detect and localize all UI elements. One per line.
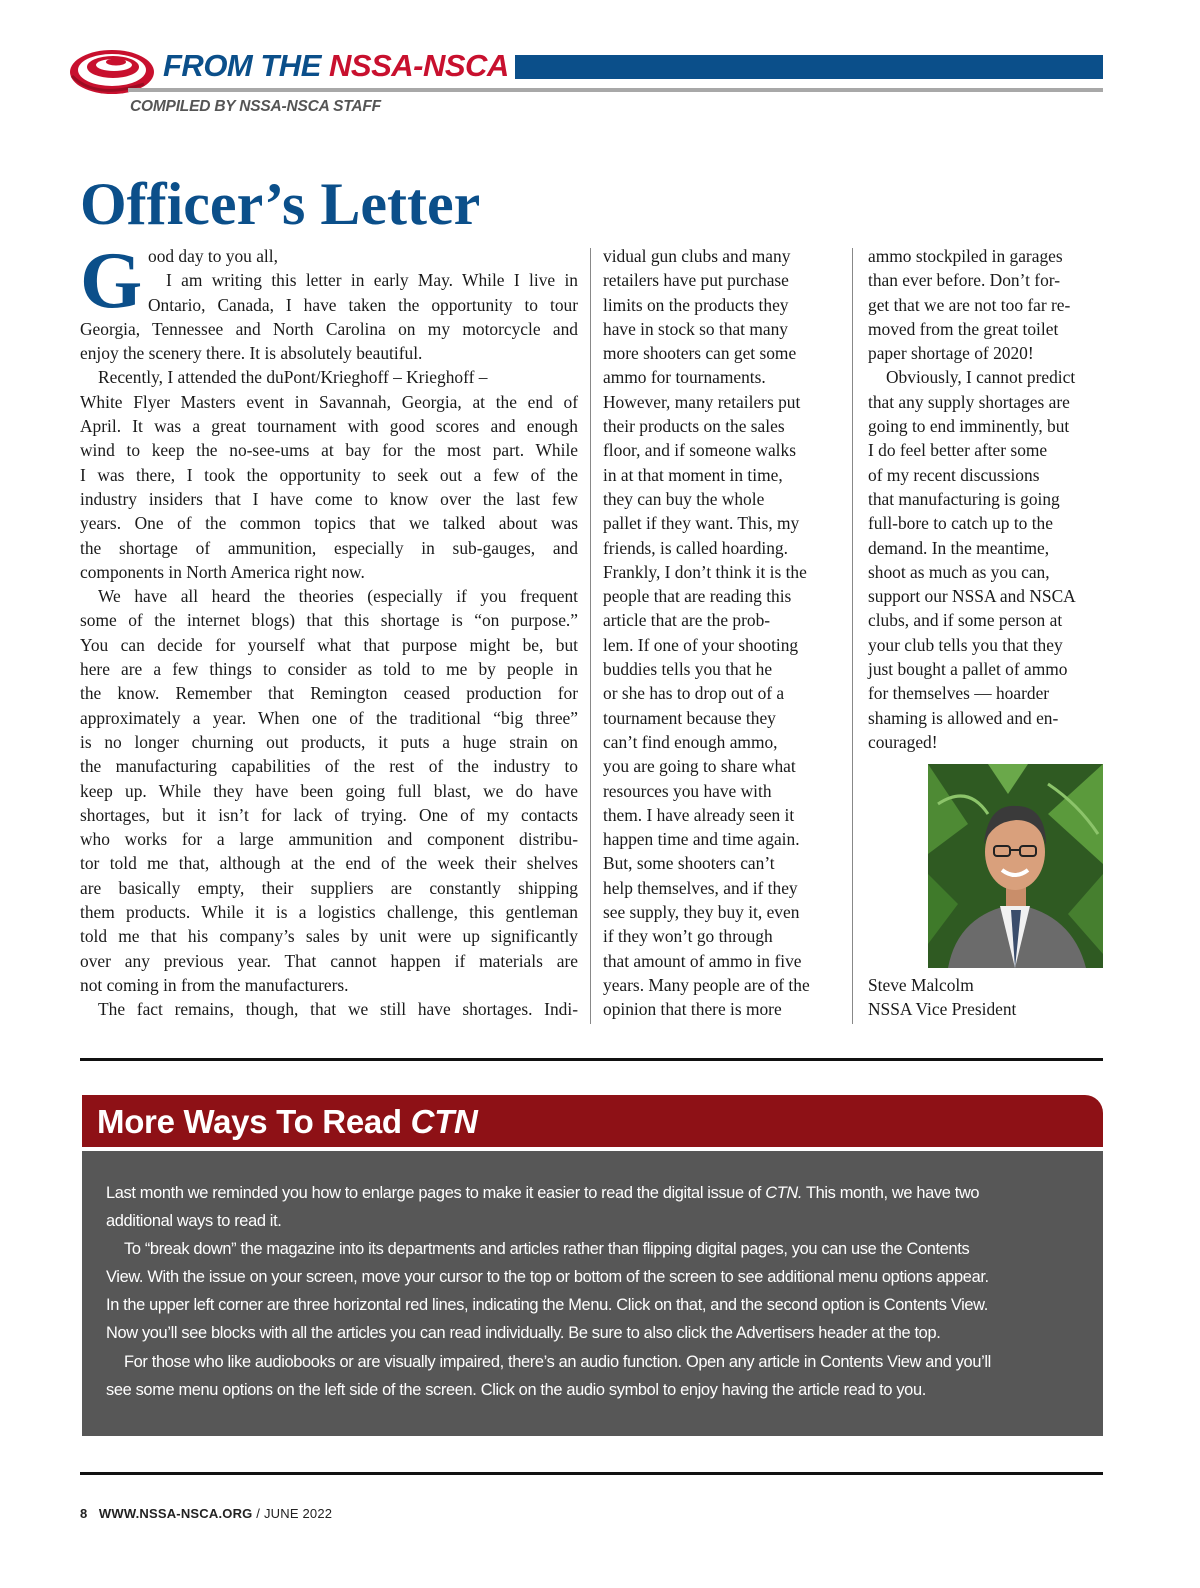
text-line: For those who like audiobooks or are visually impaired, there’s an audio function. Open any article in Contents View and you’ll [124,1352,991,1371]
article-column-2 [603,244,835,1022]
footer-separator: / [252,1506,264,1521]
text-line: enjoy the scenery there. It is absolutely beautiful. [80,343,423,364]
text-line: in at that moment in time, [603,464,783,485]
department-name: NSSA-NSCA [329,48,509,83]
text-line: shortages, but it isn’t for lack of trying. One of my contacts [80,804,578,825]
text-line: get that we are not too far re- [868,294,1071,315]
text-line: April. It was a great tournament with good scores and enough [80,416,578,437]
text-line: them. I have already seen it [603,804,795,825]
text-line: keep up. While they have been going full blast, we do have [80,780,578,801]
article-column-1 [80,237,578,1022]
text-line: industry insiders that I have come to know over the last few [80,488,578,509]
text-line: ood day to you all, [148,246,278,266]
sidebar-body [82,1151,1103,1436]
text-line: tournament because they [603,707,776,728]
text-line: opinion that there is more [603,999,782,1020]
text-line: pallet if they want. This, my [603,513,800,534]
text-line: more shooters can get some [603,343,797,364]
text-line: wind to keep the no-see-ums at bay for the most part. While [80,440,578,461]
text-line: see supply, they buy it, even [603,902,800,923]
text-line: or she has to drop out of a [603,683,785,704]
department-title [163,46,509,86]
text-line: people that are reading this [603,586,792,607]
issue-date: JUNE 2022 [263,1506,333,1521]
text-run-italic: CTN. [765,1184,803,1202]
text-line: Recently, I attended the duPont/Krieghoff – Krieghoff – [98,367,488,388]
text-line: ammo for tournaments. [603,367,766,388]
text-line: support our NSSA and NSCA [868,586,1076,607]
drop-cap: G [80,237,143,325]
text-line: see some menu options on the left side of the screen. Click on the audio symbol to enjoy having the article read to you. [106,1380,926,1399]
text-line: In the upper left corner are three horizontal red lines, indicating the Menu. Click on that, and the second option is Contents View. [106,1296,988,1315]
text-line: just bought a pallet of ammo [868,659,1068,680]
sidebar-heading [97,1100,478,1144]
article-column-3 [868,244,1104,754]
text-line: lem. If one of your shooting [603,634,799,655]
website-link[interactable]: WWW.NSSA-NSCA.ORG [98,1506,253,1521]
text-line: additional ways to read it. [106,1212,282,1231]
text-line: the shortage of ammunition, especially in sub-gauges, and [80,537,578,558]
sidebar-heading-em: CTN [410,1103,478,1140]
text-line: We have all heard the theories (especially if you frequent [98,586,578,607]
text-line: friends, is called hoarding. [603,537,788,558]
text-line: demand. In the meantime, [868,537,1050,558]
text-line: for themselves — hoarder [868,683,1050,704]
text-line: their products on the sales [603,416,785,437]
photo-caption [868,973,1016,1022]
text-line: that amount of ammo in five [603,950,802,971]
text-line: floor, and if someone walks [603,440,796,461]
text-line: can’t find enough ammo, [603,731,778,752]
sidebar-header [82,1095,1103,1147]
article-title: Officer’s Letter [80,171,481,237]
text-line: moved from the great toilet [868,318,1059,339]
author-photo [928,764,1103,968]
text-line: limits on the products they [603,294,789,315]
text-line: of my recent discussions [868,464,1040,485]
text-line: clubs, and if some person at [868,610,1063,631]
text-line: you are going to share what [603,756,796,777]
section-rule [80,1058,1103,1061]
column-divider [590,248,591,1024]
text-line: I am writing this letter in early May. While I live in [166,270,578,291]
text-line: Obviously, I cannot predict [886,367,1076,388]
text-line: years. One of the common topics that we talked about was [80,513,578,534]
text-line: your club tells you that they [868,634,1063,655]
text-line: told me that his company’s sales by unit were up significantly [80,926,578,947]
author-title: NSSA Vice President [868,999,1017,1020]
text-line: is no longer churning out products, it puts a huge strain on [80,731,578,752]
text-line: full-bore to catch up to the [868,513,1053,534]
text-line: Now you’ll see blocks with all the articles you can read individually. Be sure to also click the Advertisers header at the top. [106,1324,941,1343]
text-line: resources you have with [603,780,772,801]
text-line: buddies tells you that he [603,659,773,680]
header-rule [128,88,1103,92]
page-number: 8 [80,1506,88,1521]
text-line: the manufacturing capabilities of the rest of the industry to [80,756,578,777]
text-line: if they won’t go through [603,926,773,947]
text-line: The fact remains, though, that we still have shortages. Indi- [98,999,578,1020]
text-line: the know. Remember that Remington ceased production for [80,683,578,704]
text-line: You can decide for yourself what that purpose might be, but [80,634,578,655]
text-line: components in North America right now. [80,561,365,582]
text-line: them products. While it is a logistics challenge, this gentleman [80,902,578,923]
header-bar [515,55,1103,79]
text-line: However, many retailers put [603,391,801,412]
text-line: going to end imminently, but [868,416,1070,437]
text-line: tor told me that, although at the end of the week their shelves [80,853,578,874]
text-line: who works for a large ammunition and component distribu- [80,829,578,850]
column-divider [852,248,853,1024]
text-run: Last month we reminded you how to enlarge pages to make it easier to read the digital issue of [106,1184,766,1202]
text-line: help themselves, and if they [603,877,798,898]
text-line: have in stock so that many [603,318,788,339]
text-line: article that are the prob- [603,610,771,631]
sidebar-text [106,1179,1086,1404]
text-line: that any supply shortages are [868,391,1070,412]
text-line: years. Many people are of the [603,974,810,995]
text-line: Georgia, Tennessee and North Carolina on my motorcycle and [80,318,578,339]
text-line [106,1179,1086,1207]
text-line: But, some shooters can’t [603,853,775,874]
text-line: shoot as much as you can, [868,561,1050,582]
text-line: happen time and time again. [603,829,800,850]
text-run: This month, we have two [802,1184,980,1202]
text-line: vidual gun clubs and many [603,246,791,266]
compiled-by: COMPILED BY NSSA-NSCA STAFF [130,98,381,115]
text-line: Ontario, Canada, I have taken the opportunity to tour [148,294,578,315]
text-line: couraged! [868,731,938,752]
author-name: Steve Malcolm [868,975,974,995]
text-line: retailers have put purchase [603,270,789,291]
text-line: that manufacturing is going [868,488,1060,509]
text-line: To “break down” the magazine into its departments and articles rather than flipping digital pages, you can use the Contents [124,1240,970,1259]
text-line: I was there, I took the opportunity to seek out a few of the [80,464,578,485]
text-line: I do feel better after some [868,440,1048,461]
text-line: paper shortage of 2020! [868,343,1034,364]
text-line: are basically empty, their suppliers are constantly shipping [80,877,578,898]
footer-rule [80,1472,1103,1475]
text-line: here are a few things to consider as told to me by people in [80,659,578,680]
text-line: View. With the issue on your screen, move your cursor to the top or bottom of the screen to see additional menu options appear. [106,1268,989,1287]
text-line: they can buy the whole [603,488,765,509]
text-line: shaming is allowed and en- [868,707,1059,728]
department-prefix: FROM THE [163,48,329,83]
text-line: not coming in from the manufacturers. [80,974,349,995]
text-line: than ever before. Don’t for- [868,270,1060,291]
text-line: approximately a year. When one of the traditional “big three” [80,707,578,728]
text-line: ammo stockpiled in garages [868,246,1063,266]
text-line: some of the internet blogs) that this shortage is “on purpose.” [80,610,578,631]
text-line: over any previous year. That cannot happen if materials are [80,950,578,971]
sidebar-heading-text: More Ways To Read [97,1103,411,1140]
page-footer [80,1506,332,1521]
text-line: White Flyer Masters event in Savannah, Georgia, at the end of [80,391,578,412]
text-line: Frankly, I don’t think it is the [603,561,807,582]
